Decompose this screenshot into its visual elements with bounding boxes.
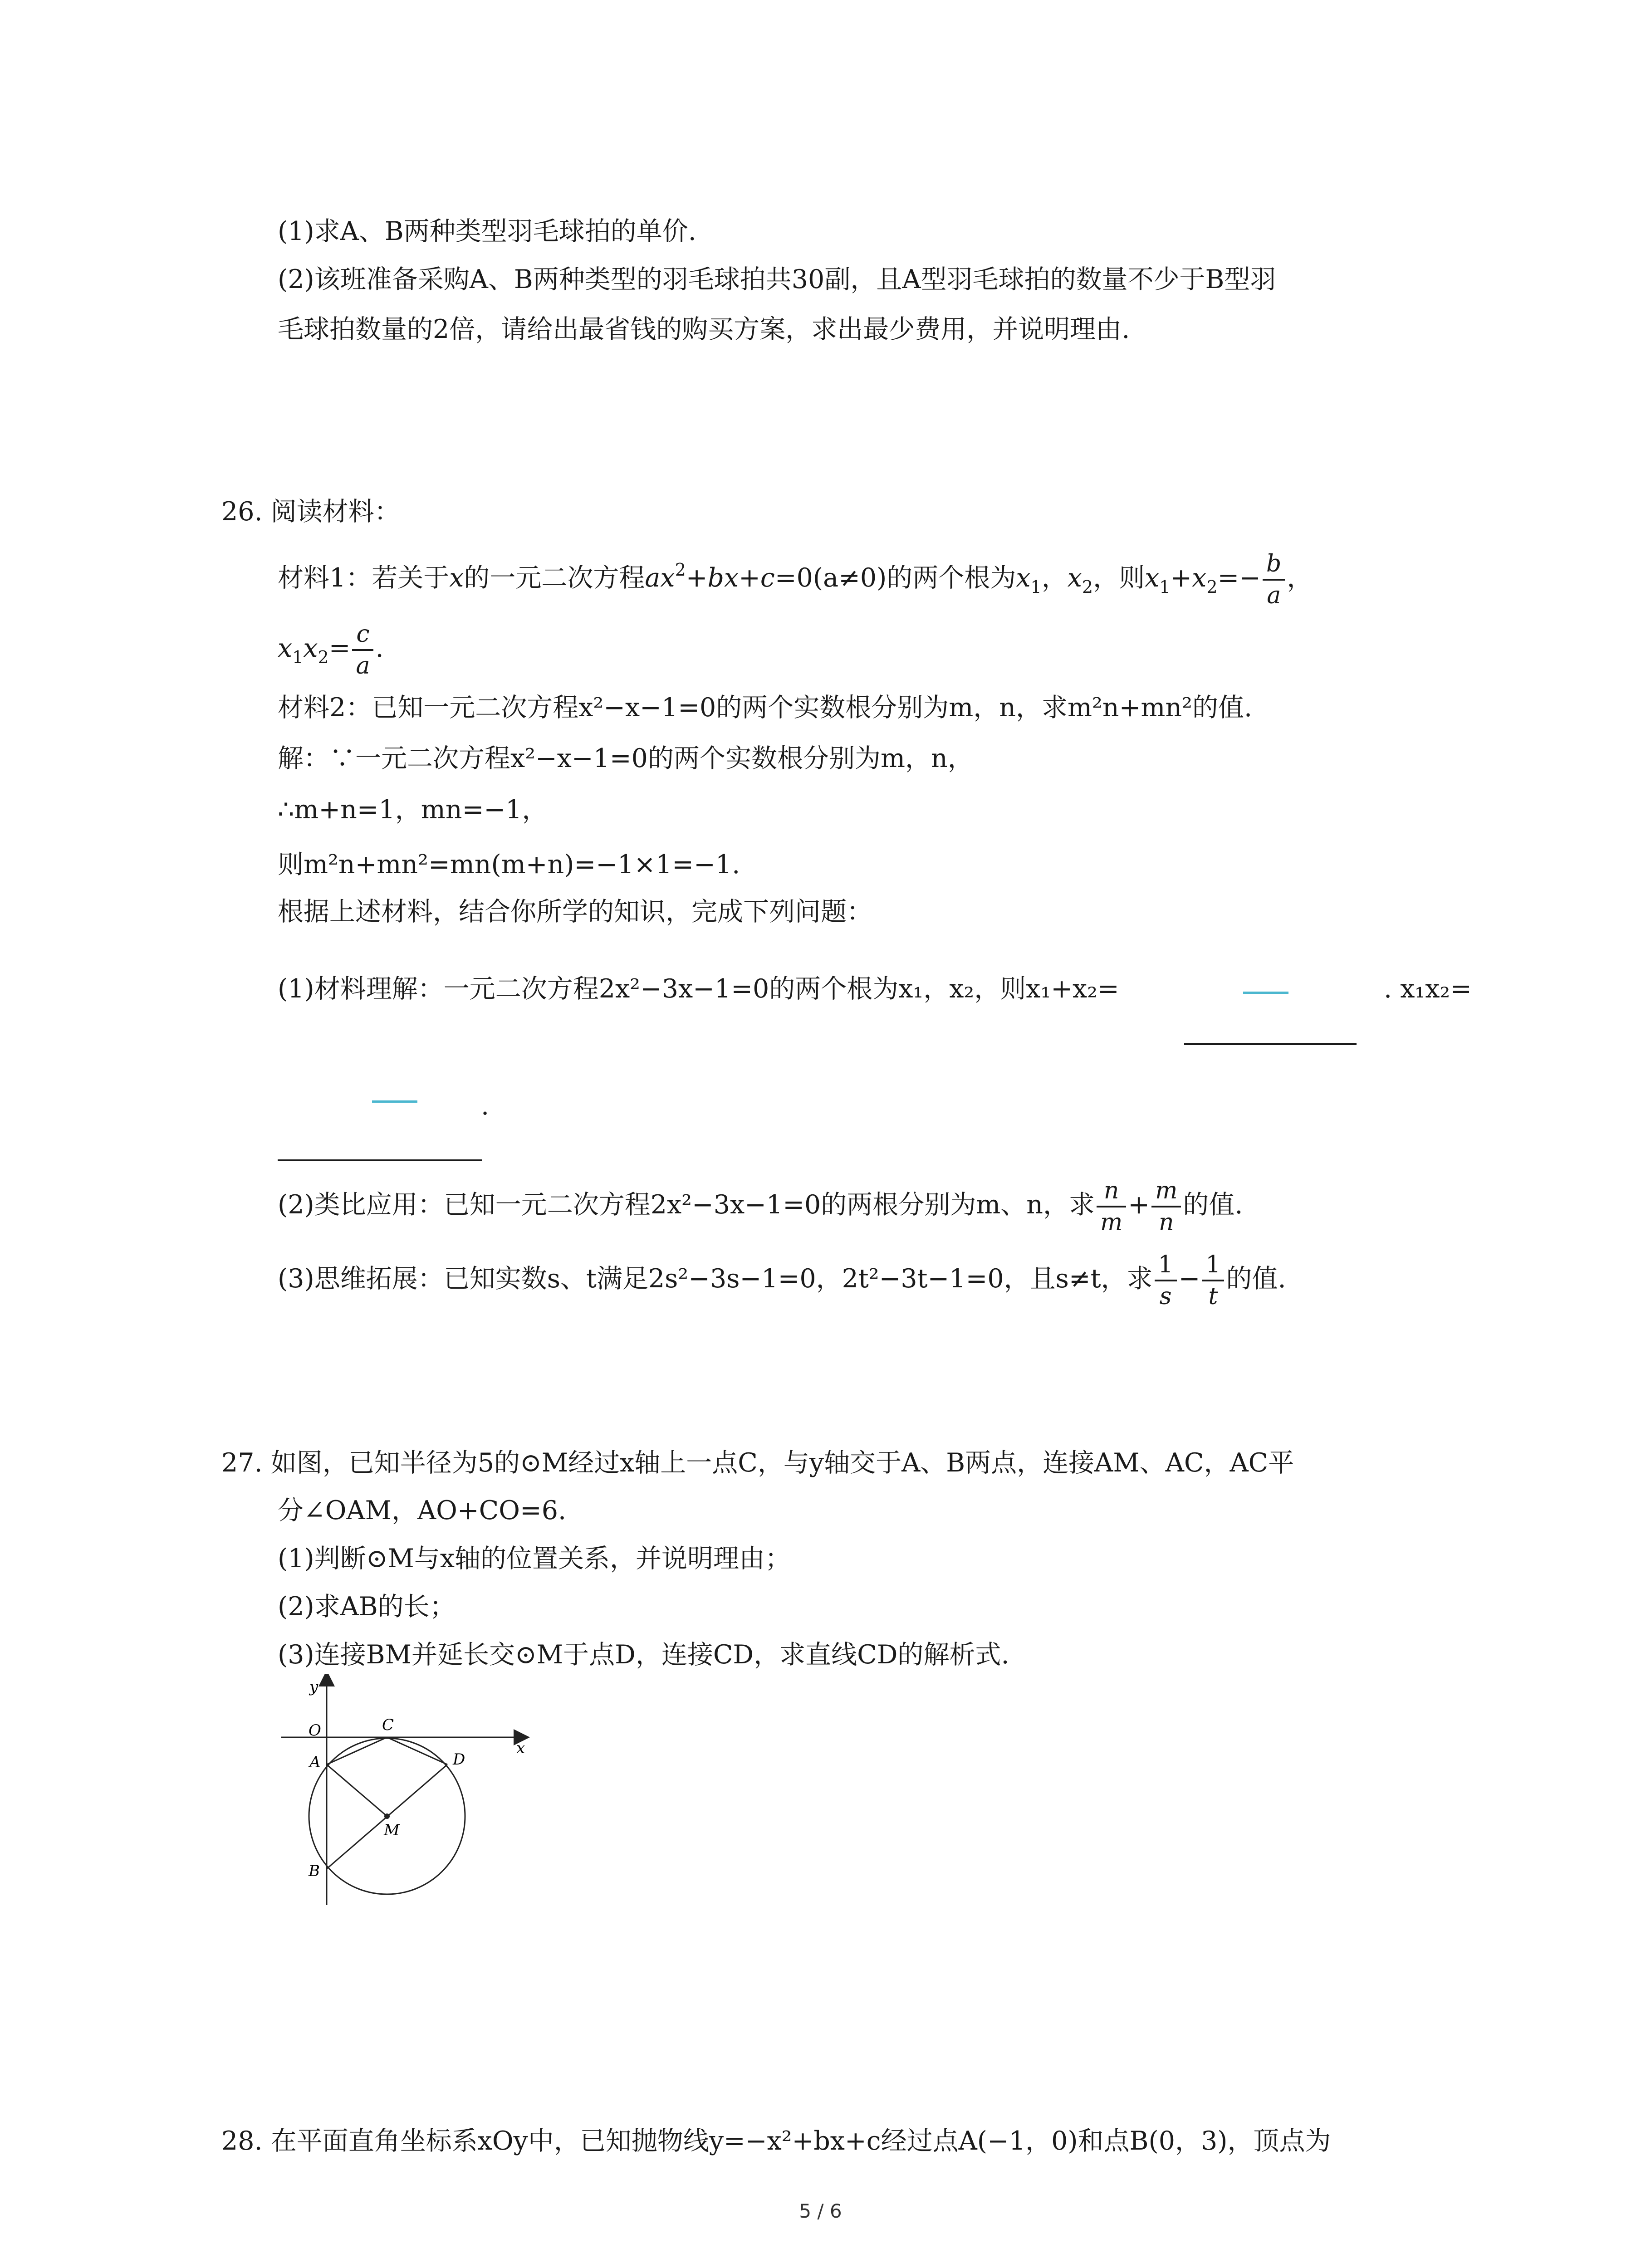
part3-minus: − — [1178, 1264, 1200, 1294]
fraction-c-over-a: $\frac{c}{a}$ — [352, 619, 373, 681]
answer-blank-product[interactable] — [278, 1159, 482, 1161]
label-a: A — [309, 1753, 321, 1771]
fraction-b-over-a: $\frac{b}{a}$ — [1263, 549, 1285, 611]
q26-solution-line2: ∴m+n=1，mn=−1， — [278, 795, 548, 825]
answer-blank-sum[interactable] — [1184, 1043, 1357, 1045]
q27-part2: (2)求AB的长； — [278, 1592, 456, 1622]
m1-prefix: 材料1：若关于 — [278, 563, 450, 593]
segment-ac — [327, 1737, 387, 1765]
q26-part2 — [278, 1176, 1243, 1237]
q27-line2: 分∠OAM，AO+CO=6. — [278, 1496, 567, 1525]
fraction-1-over-t: $\frac{1}{t}$ — [1202, 1250, 1224, 1311]
q27-part3: (3)连接BM并延长交⊙M于点D，连接CD，求直线CD的解析式. — [278, 1640, 1009, 1670]
q26-part3 — [278, 1250, 1286, 1311]
q26-instructions: 根据上述材料，结合你所学的知识，完成下列问题： — [278, 897, 872, 927]
label-x: x — [516, 1739, 525, 1757]
label-d: D — [453, 1750, 465, 1769]
fraction-m-over-n: $\frac{m}{n}$ — [1151, 1176, 1181, 1237]
page-number: 5 / 6 — [799, 2200, 842, 2222]
m1-middle: 的一元二次方程 — [464, 563, 645, 593]
q26-material2: 材料2：已知一元二次方程x²−x−1=0的两个实数根分别为m，n，求m²n+mn²的值. — [278, 693, 1253, 723]
part3-prefix: (3)思维拓展：已知实数s、t满足2s²−3s−1=0，2t²−3t−1=0，且s≠t，求 — [278, 1264, 1153, 1294]
q26-number: 26. — [221, 497, 263, 527]
label-o: O — [309, 1721, 321, 1740]
q27-line1: 27. 如图，已知半径为5的⊙M经过x轴上一点C，与y轴交于A、B两点，连接AM、AC，AC平 — [221, 1448, 1294, 1478]
m1-then: 则 — [1119, 563, 1145, 593]
center-point-m — [384, 1813, 390, 1819]
label-m: M — [384, 1821, 400, 1839]
m1-condition: =0(a≠0)的两个根为 — [774, 563, 1016, 593]
q27-part1: (1)判断⊙M与x轴的位置关系，并说明理由； — [278, 1544, 791, 1574]
label-b: B — [309, 1862, 320, 1880]
answer-blank-sum-mark — [1243, 992, 1288, 994]
q26-material1-line1: 材料1：若关于x的一元二次方程$ax^2+bx+c=0(a\ne 0)$的两个根为$x_1$，$x_2$，则$x_1+x_2=-$ $\frac{b}{a}$ ， — [278, 549, 1313, 611]
q26-part1-text: (1)材料理解：一元二次方程2x²−3x−1=0的两个根为x₁，x₂，则x₁+x₂= — [278, 974, 1119, 1004]
part2-plus: + — [1128, 1190, 1150, 1220]
fraction-1-over-s: $\frac{1}{s}$ — [1155, 1250, 1177, 1311]
q26-material1-line2: $x_1x_2=$ $\frac{c}{a}$ . — [278, 619, 384, 681]
q26-solution-line1: 解：∵一元二次方程x²−x−1=0的两个实数根分别为m，n， — [278, 743, 974, 773]
label-y: y — [309, 1678, 318, 1696]
q26-title: 阅读材料： — [270, 497, 400, 527]
fraction-n-over-m: $\frac{n}{m}$ — [1097, 1176, 1126, 1237]
part3-end: 的值. — [1226, 1264, 1286, 1294]
q25-part2-line1: (2)该班准备采购A、B两种类型的羽毛球拍共30副，且A型羽毛球拍的数量不少于B型羽 — [278, 264, 1276, 294]
segment-am — [327, 1765, 387, 1816]
m1-equals: =− — [1217, 563, 1261, 593]
part2-end: 的值. — [1183, 1190, 1243, 1220]
segment-cd — [387, 1737, 447, 1765]
q25-part1: (1)求A、B两种类型羽毛球拍的单价. — [278, 216, 696, 246]
q25-part2-line2: 毛球拍数量的2倍，请给出最省钱的购买方案，求出最少费用，并说明理由. — [278, 314, 1130, 344]
answer-blank-product-mark — [372, 1100, 417, 1103]
m1-end: ， — [1287, 563, 1313, 593]
q27-circle-figure — [272, 1674, 544, 1910]
q28-line1: 28. 在平面直角坐标系xOy中，已知抛物线y=−x²+bx+c经过点A(−1，0)和点B(0，3)，顶点为 — [221, 2126, 1331, 2156]
label-c: C — [382, 1716, 394, 1734]
q26-solution-line3: 则m²n+mn²=mn(m+n)=−1×1=−1. — [278, 850, 740, 880]
q26-part1-end: . — [481, 1091, 490, 1121]
q26-header — [221, 494, 400, 530]
q26-part1-product: . x₁x₂= — [1384, 974, 1472, 1004]
part2-prefix: (2)类比应用：已知一元二次方程2x²−3x−1=0的两根分别为m、n，求 — [278, 1190, 1095, 1220]
